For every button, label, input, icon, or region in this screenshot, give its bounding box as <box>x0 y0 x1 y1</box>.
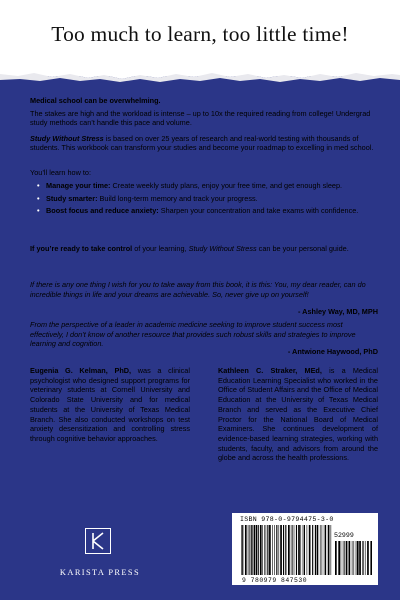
barcode-bar <box>249 525 250 575</box>
barcode-bar <box>346 541 348 575</box>
barcode-bar <box>267 525 268 575</box>
barcode-bar <box>357 541 359 575</box>
barcode-bar <box>266 525 267 575</box>
price-barcode <box>334 541 372 577</box>
learn-heading: You’ll learn how to: <box>30 168 91 177</box>
barcode-bar <box>258 525 259 575</box>
barcode-bar <box>304 525 305 575</box>
author-name: Eugenia G. Kelman, PhD, <box>30 366 132 375</box>
cta-bold: If you’re ready to take control <box>30 244 133 253</box>
headline: Too much to learn, too little time! <box>51 22 349 46</box>
intro-stakes: The stakes are high and the workload is intense – up to 10x the required reading from college! Undergrad study methods can’t handle this pace and volume. <box>30 108 371 128</box>
learn-item-text: Create weekly study plans, enjoy your free time, and get enough sleep. <box>110 181 343 190</box>
author-bio-text: was a clinical psychologist who designed support programs for veterinary students at Cornell University and Colorado State University and for medical students at the University of Texas Medical Branch. She also conducted workshops on test anxiety desensitization and controlling stress through cognitive behavior approaches. <box>30 366 190 443</box>
torn-paper-edge <box>0 62 400 92</box>
cta-end: can be your personal guide. <box>256 244 349 253</box>
barcode-bar <box>303 525 304 575</box>
barcode-bar <box>283 525 284 575</box>
barcode-bar <box>356 541 357 575</box>
barcode-bar <box>338 541 340 575</box>
barcode-bar <box>343 541 344 575</box>
intro-about <box>30 134 378 153</box>
barcode-bar <box>251 525 252 575</box>
barcode-bar <box>298 525 300 575</box>
learn-list <box>30 181 370 219</box>
list-item <box>40 206 370 216</box>
learn-item-title: Boost focus and reduce anxiety: <box>46 206 159 216</box>
quote-1: If there is any one thing I wish for you to take away from this book, it is this: You, my dear reader, can do incredible things in life and your dreams are achievable. So, never give up on yourself! <box>30 280 366 299</box>
barcode-bar <box>254 525 256 575</box>
barcode-bar <box>274 525 275 575</box>
quote-1-attribution: - Ashley Way, MD, MPH <box>297 307 378 316</box>
publisher-logo <box>85 528 111 554</box>
cta-mid: of your learning, <box>132 244 189 253</box>
barcode-bar <box>252 525 253 575</box>
barcode-bar <box>292 525 293 575</box>
author-bio-kelman <box>30 366 190 444</box>
barcode-bar <box>280 525 282 575</box>
barcode-bar <box>260 525 262 575</box>
barcode-bar <box>363 541 364 575</box>
barcode-bar <box>331 525 332 575</box>
publisher-k-logo-icon <box>90 532 106 550</box>
barcode-bar <box>344 541 345 575</box>
author-bio-text: is a Medical Education Learning Specialist who worked in the Office of Student Affairs and the Office of Medical Education at the University of Texas Medical Branch and served as the Executive Chief Proctor for the National Board of Medical Examiners. She continues development of evidence-based learning strategies, working with students, faculty, and advisors from around the globe and across the health professions. <box>218 366 378 463</box>
barcode-bar <box>264 525 265 575</box>
barcode-bar <box>354 541 355 575</box>
intro-lead: Medical school can be overwhelming. <box>30 96 161 105</box>
barcode-bar <box>294 525 295 575</box>
author-bio-straker <box>218 366 378 463</box>
barcode-bar <box>349 541 351 575</box>
barcode-bar <box>312 525 313 575</box>
barcode-bar <box>288 525 290 575</box>
intro-block <box>30 96 378 153</box>
barcode-bar <box>245 525 247 575</box>
barcode-bar <box>276 525 277 575</box>
barcode-bar <box>328 525 330 575</box>
barcode-bar <box>285 525 286 575</box>
barcode-bar <box>279 525 280 575</box>
ean-barcode <box>240 525 332 577</box>
learn-item-text: Build long-term memory and track your progress. <box>97 193 258 203</box>
intro-about-text: is based on over 25 years of research and real-world testing with thousands of students. This workbook can transform your studies and become your roadmap to excelling in med school. <box>30 133 374 153</box>
barcode-bar <box>262 525 263 575</box>
barcode-bar <box>359 541 361 575</box>
barcode-bar <box>272 525 273 575</box>
barcode-bar <box>317 525 319 575</box>
barcode-bar <box>320 525 321 575</box>
barcode-bar <box>291 525 292 575</box>
learn-item-title: Study smarter: <box>46 193 98 203</box>
ean-number: 9 780979 847530 <box>242 577 308 584</box>
barcode-bar <box>352 541 353 575</box>
barcode-bar <box>309 525 311 575</box>
author-name: Kathleen C. Straker, MEd, <box>218 366 322 375</box>
barcode-bar <box>307 525 308 575</box>
barcode-bar <box>341 541 342 575</box>
barcode-bar <box>241 525 242 575</box>
book-title: Study Without Stress <box>30 133 104 143</box>
learn-item-title: Manage your time: <box>46 181 111 190</box>
cta-title: Study Without Stress <box>188 244 257 253</box>
barcode-bar <box>242 525 243 575</box>
call-to-action <box>30 244 378 254</box>
barcode-bar <box>315 525 316 575</box>
barcode-bar <box>335 541 337 575</box>
barcode-bar <box>296 525 297 575</box>
barcode-bar <box>365 541 366 575</box>
barcode-bar <box>324 525 325 575</box>
isbn-text: ISBN 978-0-9794475-3-0 <box>240 516 334 523</box>
barcode-bar <box>269 525 271 575</box>
list-item <box>40 194 370 204</box>
barcode-bar <box>325 525 326 575</box>
barcode-bar <box>300 525 301 575</box>
barcode-bar <box>248 525 249 575</box>
barcode-bar <box>256 525 257 575</box>
learn-item-text: Sharpen your concentration and take exams with confidence. <box>158 206 359 216</box>
barcode-bar <box>367 541 369 575</box>
quote-2-attribution: - Antwione Haywood, PhD <box>287 347 378 356</box>
price-code: 52999 <box>334 532 354 539</box>
publisher-name: KARISTA PRESS <box>59 568 141 577</box>
list-item <box>40 181 370 191</box>
barcode-bar <box>362 541 363 575</box>
barcode-bar <box>322 525 323 575</box>
barcode-bar <box>370 541 372 575</box>
quote-2: From the perspective of a leader in academic medicine seeking to improve student success most effectively, I don’t know of another resource that provides such robust skills and strategies to improve learning and cognition. <box>30 320 356 349</box>
